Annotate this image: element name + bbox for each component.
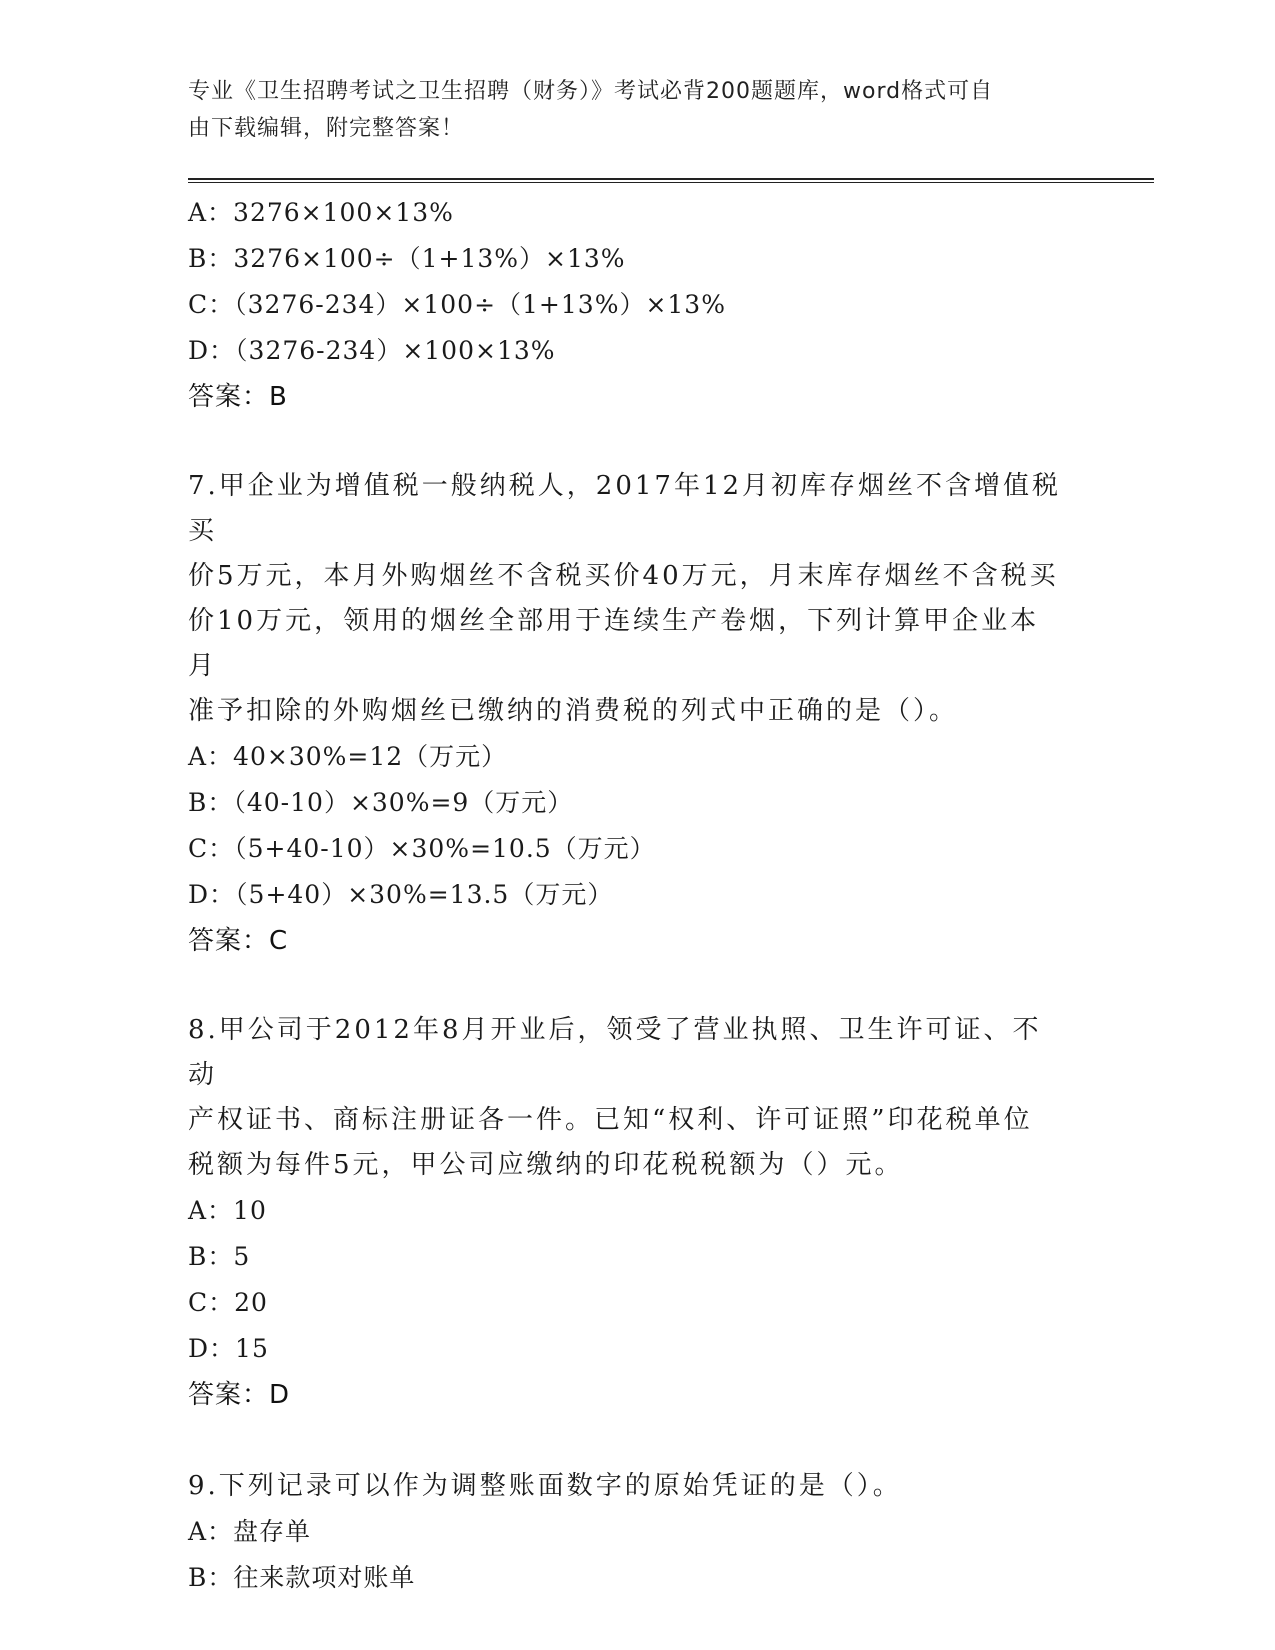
option-c: C：（3276-234）×100÷（1+13%）×13%	[188, 290, 726, 319]
question-text-line: 7.甲企业为增值税一般纳税人，2017年12月初库存烟丝不含增值税买	[188, 471, 1062, 546]
question-text-line: 9.下列记录可以作为调整账面数字的原始凭证的是（）。	[188, 1471, 902, 1501]
question-text-line: 价5万元，本月外购烟丝不含税买价40万元，月末库存烟丝不含税买	[188, 561, 1059, 591]
question-9	[188, 1464, 1088, 1601]
option-d: D：15	[188, 1334, 269, 1363]
option-c: C：（5+40-10）×30%=10.5（万元）	[188, 834, 656, 863]
question-text-line: 价10万元，领用的烟丝全部用于连续生产卷烟，下列计算甲企业本月	[188, 606, 1040, 681]
question-text	[188, 1464, 1068, 1509]
question-text	[188, 1008, 1068, 1188]
option-a: A：10	[188, 1196, 267, 1225]
question-list	[188, 190, 1088, 1601]
header-divider	[188, 182, 1154, 183]
option-c: C：20	[188, 1288, 268, 1317]
option-a: A：3276×100×13%	[188, 198, 454, 227]
question-text-line: 税额为每件5元，甲公司应缴纳的印花税税额为（）元。	[188, 1150, 904, 1180]
answer-label: 答案：D	[188, 1380, 291, 1410]
option-a: A：盘存单	[188, 1517, 312, 1546]
answer-label: 答案：C	[188, 926, 289, 956]
question-text-line: 产权证书、商标注册证各一件。已知“权利、许可证照”印花税单位	[188, 1105, 1033, 1135]
question-text-line: 8.甲公司于2012年8月开业后，领受了营业执照、卫生许可证、不动	[188, 1015, 1042, 1090]
option-b: B：（40-10）×30%=9（万元）	[188, 788, 574, 817]
document-header	[188, 73, 1068, 147]
option-b: B：3276×100÷（1+13%）×13%	[188, 244, 626, 273]
question-text	[188, 464, 1068, 734]
header-line: 专业《卫生招聘考试之卫生招聘（财务）》考试必背200题题库，word格式可自	[188, 79, 994, 104]
question-6	[188, 190, 1088, 420]
header-divider	[188, 178, 1154, 180]
option-a: A：40×30%=12（万元）	[188, 742, 508, 771]
option-d: D：（5+40）×30%=13.5（万元）	[188, 880, 614, 909]
question-7	[188, 464, 1088, 964]
option-b: B：往来款项对账单	[188, 1563, 416, 1592]
option-d: D：（3276-234）×100×13%	[188, 336, 556, 365]
answer-label: 答案：B	[188, 382, 288, 412]
question-text-line: 准予扣除的外购烟丝已缴纳的消费税的列式中正确的是（）。	[188, 696, 959, 726]
option-b: B：5	[188, 1242, 251, 1271]
question-8	[188, 1008, 1088, 1418]
header-line: 由下载编辑，附完整答案！	[188, 116, 465, 141]
